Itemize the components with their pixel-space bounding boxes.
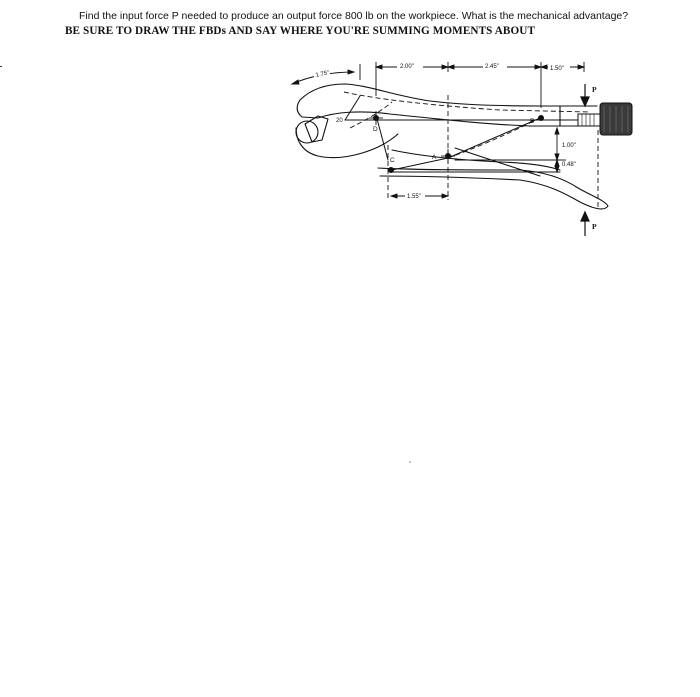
force-p-top-label: P (592, 85, 597, 94)
force-p-bottom-label: P (592, 222, 597, 231)
angle-1-75-label: 1.75" (315, 70, 330, 79)
jaw-grip-circle (296, 121, 318, 143)
dim-2-00-label: 2.00" (400, 64, 414, 70)
pivot-b-marker (539, 116, 544, 121)
point-c-label: C (390, 157, 395, 164)
jaw-radial-line (376, 115, 388, 160)
jaw-angle-line (345, 96, 360, 120)
jaw-dashed-arc (350, 102, 392, 128)
upper-handle-inner-outline (318, 112, 597, 126)
scan-speck (409, 461, 411, 463)
dim-1-50-label: 1.50" (550, 66, 564, 72)
jaw-angle-label: 20 (336, 118, 343, 124)
upper-dashed-link (344, 92, 590, 112)
dim-1-00-label: 1.00" (562, 143, 576, 149)
point-b-label: B (530, 118, 535, 125)
dim-0-48-label: 0.48" (562, 162, 576, 168)
point-d-label: D (373, 126, 378, 133)
lower-jaw-outline (296, 128, 398, 158)
point-a-label: A (432, 154, 437, 161)
dim-2-45-label: 2.45" (485, 64, 499, 70)
problem-statement: Find the input force P needed to produce an output force 800 lb on the workpiece. What is the mechanical advantage? (79, 10, 629, 22)
adjusting-screw (578, 103, 632, 135)
pivot-c-marker (389, 168, 394, 173)
dim-1-55-label: 1.55" (407, 194, 421, 200)
upper-jaw-tip (297, 100, 318, 118)
link-c-to-a (392, 158, 448, 170)
instruction-heading: BE SURE TO DRAW THE FBDs AND SAY WHERE YOU'RE SUMMING MOMENTS ABOUT (65, 25, 536, 37)
screw-shaft (578, 114, 600, 126)
lower-handle-outline (378, 168, 608, 209)
upper-jaw-outline (300, 84, 597, 106)
